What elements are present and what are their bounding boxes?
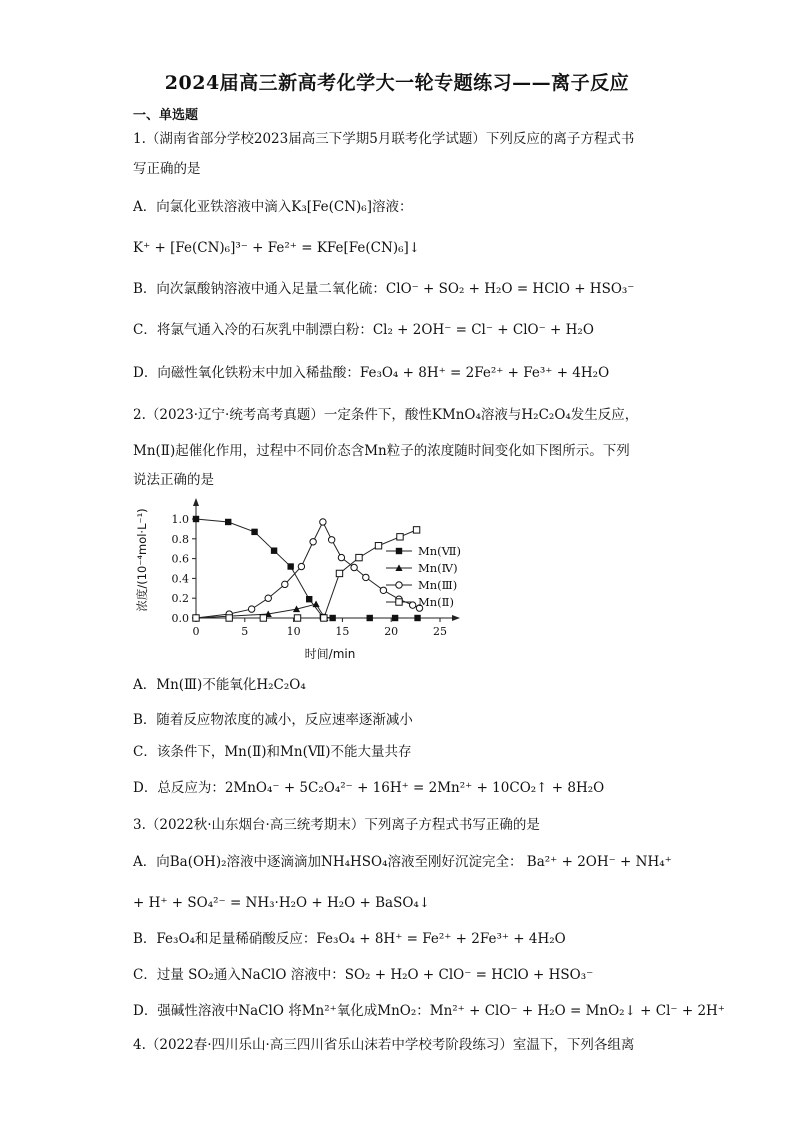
x-axis-arrow (452, 615, 460, 621)
series-mn2-line (196, 530, 417, 618)
x-tick-label: 15 (335, 625, 350, 638)
y-tick-label: 0.2 (171, 592, 189, 606)
q1-option-d: D．向磁性氧化铁粉末中加入稀盐酸：Fe₃O₄ + 8H⁺ = 2Fe²⁺ + Fe³⁺ + 4H₂O (133, 365, 610, 381)
series-mn3-point (338, 554, 344, 560)
series-mn2-point (260, 615, 266, 621)
series-mn7-point (329, 615, 335, 621)
series-mn3-point (310, 539, 316, 545)
concentration-chart (130, 494, 470, 664)
q2-stem-line1: 2.（2023·辽宁·统考高考真题）一定条件下，酸性KMnO₄溶液与H₂C₂O₄发生反应， (133, 407, 639, 423)
series-mn7-point (392, 615, 398, 621)
legend-marker (396, 548, 402, 554)
q3-option-d: D．强碱性溶液中NaClO 将Mn²⁺氧化成MnO₂：Mn²⁺ + ClO⁻ + H₂O = MnO₂↓ + Cl⁻ + 2H⁺ (133, 1003, 725, 1019)
x-tick-label: 25 (433, 625, 447, 638)
q2-option-c: C．该条件下，Mn(Ⅱ)和Mn(Ⅶ)不能大量共存 (133, 744, 412, 760)
legend-marker (396, 599, 402, 605)
x-tick-label: 10 (286, 625, 301, 638)
series-mn2-point (226, 615, 232, 621)
legend-label: Mn(Ⅳ) (418, 561, 458, 575)
legend-label: Mn(Ⅲ) (418, 578, 458, 592)
series-mn3-point (409, 602, 415, 608)
legend-label: Mn(Ⅱ) (418, 595, 454, 609)
series-mn4-point (312, 601, 319, 608)
series-mn2-point (336, 570, 342, 576)
series-mn7-point (414, 615, 420, 621)
q1-option-a-equation: K⁺ + [Fe(CN)₆]³⁻ + Fe²⁺ = KFe[Fe(CN)₆]↓ (133, 240, 421, 256)
q2-option-b: B．随着反应物浓度的减小，反应速率逐渐减小 (133, 712, 413, 728)
series-mn2-point (294, 615, 300, 621)
series-mn2-point (397, 534, 403, 540)
section-heading: 一、单选题 (133, 108, 199, 123)
legend-marker (396, 582, 402, 588)
y-axis-label: 浓度/(10⁻⁴mol·L⁻¹) (135, 508, 149, 612)
x-axis-label: 时间/min (304, 647, 356, 661)
series-mn3-point (265, 595, 271, 601)
q4-stem: 4.（2022春·四川乐山·高三四川省乐山沫若中学校考阶段练习）室温下，下列各组离 (133, 1037, 635, 1053)
series-mn7-point (225, 519, 231, 525)
q2-option-d: D．总反应为：2MnO₄⁻ + 5C₂O₄²⁻ + 16H⁺ = 2Mn²⁺ + 10CO₂↑ + 8H₂O (133, 780, 605, 796)
series-mn2-point (321, 615, 327, 621)
series-mn7-point (193, 516, 199, 522)
y-tick-label: 1.0 (171, 513, 189, 526)
q1-stem-line1: 1.（湖南省部分学校2023届高三下学期5月联考化学试题）下列反应的离子方程式书 (133, 131, 635, 147)
q2-option-a: A．Mn(Ⅲ)不能氧化H₂C₂O₄ (133, 677, 306, 693)
y-tick-label: 0.0 (171, 612, 189, 625)
series-mn7-point (271, 547, 277, 553)
x-tick-label: 5 (241, 625, 249, 638)
q3-stem: 3.（2022秋·山东烟台·高三统考期末）下列离子方程式书写正确的是 (133, 817, 540, 833)
y-axis-arrow (193, 498, 199, 506)
series-mn3-point (328, 537, 334, 543)
series-mn3-point (380, 587, 386, 593)
series-mn2-point (413, 527, 419, 533)
q3-option-a-equation: + H⁺ + SO₄²⁻ = NH₃·H₂O + H₂O + BaSO₄↓ (133, 895, 431, 911)
series-mn7-point (367, 615, 373, 621)
x-tick-label: 20 (384, 625, 399, 638)
series-mn2-point (356, 554, 362, 560)
y-tick-label: 0.8 (171, 532, 189, 546)
series-mn3-point (298, 563, 304, 569)
series-mn7-point (287, 563, 293, 569)
q1-option-a: A．向氯化亚铁溶液中滴入K₃[Fe(CN)₆]溶液： (133, 199, 413, 215)
series-mn2-point (193, 615, 199, 621)
q3-option-a: A．向Ba(OH)₂溶液中逐滴滴加NH₄HSO₄溶液至刚好沉淀完全： Ba²⁺ + 2OH⁻ + NH₄⁺ (133, 854, 672, 870)
series-mn7-point (306, 596, 312, 602)
series-mn2-point (375, 543, 381, 549)
q3-option-b: B．Fe₃O₄和足量稀硝酸反应：Fe₃O₄ + 8H⁺ = Fe²⁺ + 2Fe³⁺ + 4H₂O (133, 931, 566, 947)
series-mn7-line (196, 519, 333, 618)
q2-stem-line2: Mn(Ⅱ)起催化作用，过程中不同价态含Mn粒子的浓度随时间变化如下图所示。下列 (133, 443, 630, 459)
series-mn7-point (251, 529, 257, 535)
series-mn3-point (351, 564, 357, 570)
doc-title: 2024届高三新高考化学大一轮专题练习——离子反应 (164, 72, 630, 94)
y-tick-label: 0.4 (171, 572, 189, 586)
q2-stem-line3: 说法正确的是 (133, 472, 214, 488)
series-mn3-point (363, 574, 369, 580)
series-mn3-point (248, 606, 254, 612)
y-tick-label: 0.6 (171, 552, 189, 566)
q1-stem-line2: 写正确的是 (133, 161, 201, 177)
series-mn3-line (196, 522, 420, 618)
q1-option-b: B．向次氯酸钠溶液中通入足量二氧化硫：ClO⁻ + SO₂ + H₂O = HClO + HSO₃⁻ (133, 281, 635, 297)
legend-label: Mn(Ⅶ) (418, 544, 461, 558)
x-tick-label: 0 (192, 625, 200, 638)
q3-option-c: C．过量 SO₂通入NaClO 溶液中：SO₂ + H₂O + ClO⁻ = HClO + HSO₃⁻ (133, 967, 594, 983)
series-mn3-point (282, 581, 288, 587)
series-mn3-point (320, 519, 326, 525)
q1-option-c: C．将氯气通入冷的石灰乳中制漂白粉：Cl₂ + 2OH⁻ = Cl⁻ + ClO⁻ + H₂O (133, 322, 594, 338)
